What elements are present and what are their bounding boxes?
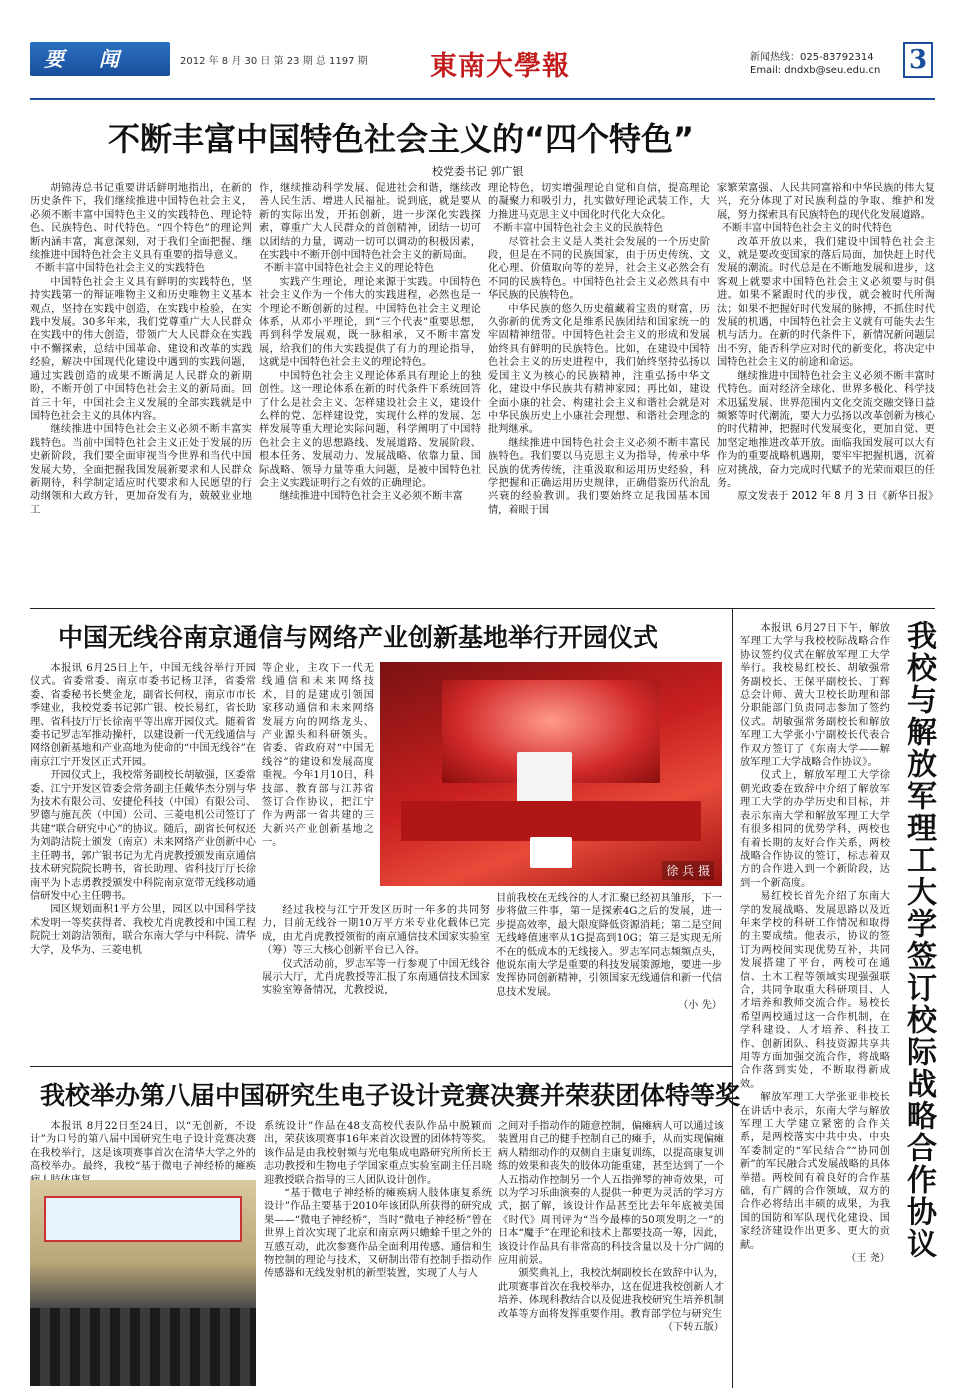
paragraph: 经过我校与江宁开发区历时一年多的共同努力，目前无线谷一期10万平方米专业化载体已完成，由尤肖虎教授领衔的南京通信技术国家实验室（筹）等三大核心创新平台已入谷。 [262, 905, 490, 957]
article2-col2b [262, 904, 490, 1064]
paragraph: 等企业，主攻下一代无线通信和未来网络技术，目的是建成引领国家移动通信和未来网络发展方向的网络龙头、产业源头和科研领头。省委、省政府对“中国无线谷”的建设和发展高度重视。今年1月10日，科技部、教育部与江苏省签订合作协议，把江宁作为两部一省共建的三大新兴产业创新基地之一。 [262, 663, 374, 849]
paper-name: 東南大學報 [430, 51, 570, 82]
news-hotline: 新闻热线：025-83792314 [750, 52, 874, 63]
article1-col3 [488, 182, 710, 602]
article1-col1 [30, 182, 252, 602]
paragraph: 系统设计”作品在48支高校代表队作品中脱颖而出，荣获该项赛事16年来首次设置的团体特等奖。该作品是由我校射频与光电集成电路研究所所长王志功教授和生物电子学国家重点实验室副主任吕晓迎教授联合指导的三人团队设计创作。 [264, 1121, 492, 1186]
paragraph: 之间对手指动作的随意控制，偏瘫病人可以通过该装置用自己的健手控制自己的瘫手，从而实现偏瘫病人精细动作的双侧自主康复训练，以提高康复训练的效果和丧失的肢体功能重建，甚至达到了一个人五指动作控制另一个人五指弹琴的神奇效果，可以为学习乐曲演奏的人提供一种更为灵活的学习方式，据了解，该设计作品甚至比去年年底被美国《时代》周刊评为“当今最棒的50项发明之一”的日本“魔手”在理论和技术上都要技高一筹，因此，该设计作品具有非常高的科技含量以及十分广阔的应用前景。 [498, 1121, 724, 1267]
paragraph: 作，继续推动科学发展、促进社会和谐，继续改善人民生活、增进人民福祉。说到底，就是要从新的实际出发，开拓创新，进一步深化实践探索，尊重广大人民群众的首创精神，团结一切可以团结的力量，调动一切可以调动的积极因素，在实践中不断开创中国特色社会主义的新局面。 [259, 183, 481, 262]
divider [30, 1066, 732, 1067]
article4-title: 我校与解放军理工大学签订校际战略合作协议 [901, 620, 936, 1260]
paragraph: 继续推进中国特色社会主义必须不断丰富实践特色。当前中国特色社会主义正处于发展的历史新阶段，我们要全面审视当今世界和当代中国发展大势，全面把握我国发展新要求和人民群众新期待，科学制定适应时代要求和人民愿望的行动纲领和大政方针，更加奋发有为，兢兢业业地工 [30, 424, 252, 516]
article3-col1 [30, 1120, 256, 1176]
article1-title: 不断丰富中国特色社会主义的“四个特色” [108, 120, 695, 158]
article2-col3 [496, 892, 722, 1062]
subheading: 不断丰富中国特色社会主义的实践特色 [35, 263, 205, 275]
subheading: 不断丰富中国特色社会主义的时代特色 [722, 223, 892, 235]
paragraph: 易红校长首先介绍了东南大学的发展战略、发展思路以及近年来学校的科研工作情况和取得的主要成绩。他表示，协议的签订为两校间实现优势互补，共同发展搭建了平台，两校可在通信、土木工程等领域实现强强联合，共同争取重大科研项目、人才培养和教师交流合作。易校长希望两校通过这一合作机制，在学科建设、人才培养、科技工作、创新团队、科技资源共享共用等方面加强交流合作，将战略合作落到实处，不断取得新成效。 [740, 891, 890, 1090]
contact-info [750, 51, 880, 77]
article2-title: 中国无线谷南京通信与网络产业创新基地举行开园仪式 [58, 623, 659, 652]
article2-col1 [30, 662, 256, 1062]
paragraph: 中国特色社会主义理论体系具有理论上的独创性。这一理论体系在新的时代条件下系统回答了什么是社会主义、怎样建设社会主义，建设什么样的党、怎样建设党，实现什么样的发展、怎样发展等重大理论实际问题，科学阐明了中国特色社会主义的思想路线、发展道路、发展阶段、根本任务、发展动力、发展战略、依靠力量、国际战略、领导力量等重大问题，是被中国特色社会主义实践证明行之有效的正确理论。 [259, 370, 481, 489]
paragraph: 本报讯 6月25日上午，中国无线谷举行开园仪式。省委常委、南京市委书记杨卫泽，省委常委、省委秘书长樊金龙，副省长何权，南京市市长季建业，我校党委书记郭广银、校长易红，省长助理、省科技厅厅长徐南平等出席开园仪式。随着省委书记罗志军推动操杆，以建设新一代无线通信与网络创新基地和产业高地为使命的“中国无线谷”在南京江宁开发区正式开园。 [30, 663, 256, 768]
subheading: 不断丰富中国特色社会主义的理论特色 [264, 263, 434, 275]
section-tag: 要 闻 [30, 42, 170, 76]
paragraph: 理论特色，切实增强理论自觉和自信，提高理论的凝聚力和吸引力，扎实做好理论武装工作，大力推进马克思主义中国化时代化大众化。 [488, 183, 710, 221]
paragraph: 开园仪式上，我校常务副校长胡敏强，区委常委、江宁开发区管委会常务副主任戴华杰分别与华为技术有限公司、安捷伦科技（中国）有限公司、罗德与施瓦茨（中国）公司、三菱电机公司签订了共建“联合研究中心”的协议。随后，副省长何权还为刘韵洁院士颁发（南京）未来网络产业创新中心主任聘书，郭广银书记为尤肖虎教授颁发南京通信技术研究院院长聘书，省长助理、省科技厅厅长徐南平为卜志勇教授颁发中科院南京宽带无线移动通信研发中心主任聘书。 [30, 770, 256, 902]
paragraph: 解放军理工大学张亚非校长在讲话中表示，东南大学与解放军理工大学建立紧密的合作关系，是两校落实中共中央、中央军委制定的“军民结合”“协同创新”的军民融合式发展战略的具体举措。两校间有着良好的合作基础，有广阔的合作领域，双方的合作必将结出丰硕的成果，为我国的国防和军队现代化建设、国家经济建设作出更多、更大的贡献。 [740, 1092, 890, 1251]
byline-signature: （小 先） [678, 1000, 722, 1012]
article3-title: 我校举办第八届中国研究生电子设计竞赛决赛并荣获团体特等奖 [40, 1081, 741, 1110]
paragraph: 继续推进中国特色社会主义必须不断丰富民族特色。我们要以马克思主义为指导，传承中华民族的优秀传统，注重汲取和运用历史经验，科学把握和正确运用历史规律，正确借鉴历代治乱兴衰的经验教训。我们要始终立足我国基本国情，着眼于国 [488, 437, 710, 516]
paragraph: 原文发表于 2012 年 8 月 3 日《新华日报》 [737, 491, 939, 503]
article3-col3 [498, 1120, 724, 1388]
paragraph: 继续推进中国特色社会主义必须不断丰富时代特色。面对经济全球化、世界多极化、科学技术迅猛发展、世界范围内文化交流交融交锋日益频繁等时代潮流，要大力弘扬以改革创新为核心的时代精神，把握时代发展变化，更加自觉、更加坚定地推进改革开放。面临我国发展可以大有作为的重要战略机遇期，要牢牢把握机遇，沉着应对挑战，奋力完成时代赋予的光荣而艰巨的任务。 [717, 370, 935, 489]
competition-banner [44, 1196, 243, 1241]
article4-body [740, 622, 890, 1388]
paragraph: 本报讯 8月22日至24日，以“无创新，不设计”为口号的第八届中国研究生电子设计竞赛决赛在我校举行，这是该项赛事首次在清华大学之外的高校举办。最终，我校“基于微电子神经桥的瘫痪 [30, 1121, 256, 1173]
stage-table [401, 801, 702, 841]
paragraph: 本报讯 6月27日下午，解放军理工大学与我校校际战略合作协议签约仪式在解放军理工大学举行。我校易红校长、胡敏强常务副校长、王保平副校长、丁辉总会计师、黄大卫校长助理和部分职能部门负责同志参加了签约仪式。胡敏强常务副校长和解放军理工大学张小宁副校长代表合作双方签订了《东南大学——解放军理工大学战略合作协议》。 [740, 623, 890, 769]
paragraph: 仪式上，解放军理工大学徐朝光政委在致辞中介绍了解放军理工大学的办学历史和目标，并表示东南大学和解放军理工大学有很多相同的优势学科，两校也有着长期的友好合作关系，两校战略合作协议的签订，标志着双方的合作进入到一个新阶段，达到一个新高度。 [740, 770, 890, 889]
paragraph: 仪式活动前，罗志军等一行参观了中国无线谷展示大厅，尤肖虎教授等汇报了东南通信技术国家实验室筹备情况，尤教授说， [262, 958, 490, 997]
article1-col2 [259, 182, 481, 602]
masthead-rule [30, 98, 935, 100]
paragraph: 实践产生理论，理论来源于实践。中国特色社会主义作为一个伟大的实践进程，必然也是一个理论不断创新的过程。中国特色社会主义理论体系，从邓小平理论，到“三个代表”重要思想，再到科学发展观，既一脉相承，又不断丰富发展，给我们的伟大实践提供了有力的理论指导，这就是中国特色社会主义的理论特色。 [259, 276, 481, 369]
article1-col4 [717, 182, 939, 602]
article1-byline: 校党委书记 郭广银 [432, 165, 524, 178]
paragraph: 中国特色社会主义具有鲜明的实践特色，坚持实践第一的辩证唯物主义和历史唯物主义基本观点，坚持在实践中创造，在实践中检验，在实践中发展。30多年来，我们党尊重广大人民群众在实践中的伟大创造，带领广大人民群众在实践中不懈探索，总结中国革命、建设和改革的实践经验，解决中国现代化建设中遇到的实践问题，通过实践创造的成果不断满足人民群众的新期盼，不断开创了中国特色社会主义的新局面。回首三十年，中国社会主义发展的全部实践就是中国特色社会主义的具体内容。 [30, 276, 252, 422]
paragraph: 继续推进中国特色社会主义必须不断丰富 [279, 491, 463, 503]
ceremony-photo [380, 662, 722, 886]
paragraph: 中华民族的悠久历史蕴藏着宝贵的财富，历久弥新的优秀文化是维系民族团结和国家统一的牢固精神纽带。中国特色社会主义的形成和发展始终具有鲜明的民族特色。比如，在建设中国特色社会主义的历史进程中，我们始终坚持弘扬以爱国主义为核心的民族精神，注重弘扬中华文化，建设中华民族共有精神家园；再比如，建设全面小康的社会、构建社会主义和谐社会就是对中华民族历史上小康社会理想、和谐社会理念的批判继承。 [488, 303, 710, 436]
email: Email: dndxb@seu.edu.cn [750, 65, 881, 76]
byline-signature: （王 尧） [846, 1253, 890, 1265]
article2-col2a [262, 662, 374, 902]
subheading: 不断丰富中国特色社会主义的民族特色 [493, 223, 663, 235]
paragraph: 家繁荣富强、人民共同富裕和中华民族的伟大复兴，充分体现了对民族利益的争取、维护和发展，努力探索具有民族特色的现代化发展道路。 [717, 183, 935, 221]
masthead [30, 42, 935, 98]
paragraph: 改革开放以来，我们建设中国特色社会主义，就是要改变国家的落后局面，加快赶上时代发展的潮流。时代总是在不断地发展和进步，这客观上就要求中国特色社会主义必须要与时俱进。如果不紧跟时代的步伐，就会被时代所淘汰；如果不把握好时代发展的脉搏，不抓住时代发展的机遇，中国特色社会主义就有可能失去生机与活力。在新的时代条件下，新情况新问题层出不穷，能否科学应对时代的新变化，将决定中国特色社会主义的前途和命运。 [717, 236, 935, 369]
paragraph: 胡锦涛总书记重要讲话鲜明地指出，在新的历史条件下，我们继续推进中国特色社会主义，必须不断丰富中国特色主义的实践特色、理论特色、民族特色、时代特色。“四个特色”的理论判断内涵丰富，寓意深刻，对于我们全面把握、继续推进中国特色社会主义具有重要的指导意义。 [30, 183, 252, 262]
audience [30, 1308, 256, 1386]
divider [732, 608, 733, 1388]
paragraph: 尽管社会主义是人类社会发展的一个历史阶段，但是在不同的民族国家，由于历史传统、文化心理、价值取向等的差异，社会主义必然会有不同的民族特色。中国特色社会主义必然具有中华民族的民族特色。 [488, 236, 710, 302]
paragraph: “基于微电子神经桥的瘫痪病人肢体康复系统设计”作品主要基于2010年该团队所获得的研究成果——“微电子神经桥”，当时“微电子神经桥”曾在世界上首次实现了北京和南京两只蟾蜍千里之外的互感互动，此次参赛作品全面利用传感、通信和生物控制的理论与技术，又研制出带有控制手指动作传感器和无线发射机的新型装置，实现了人与人 [264, 1188, 492, 1280]
paragraph: 园区规划面积1平方公里，园区以中国科学技术发明一等奖获得者、我校尤肖虎教授和中国工程院院士刘韵洁领衔，联合东南大学与中科院、清华大学，及华为、三菱电机 [30, 904, 256, 956]
issue-line: 2012 年 8 月 30 日 第 23 期 总 1197 期 [180, 56, 368, 67]
cnv-logo [530, 837, 571, 868]
photo-credit: 徐 兵 摄 [662, 861, 714, 880]
paragraph: （下转五版） [662, 1322, 724, 1334]
paragraph: 目前我校在无线谷的人才汇聚已经初具雏形，下一步将做三件事，第一是探索4G之后的发展，进一步提高效率，最大限度降低资源消耗；第二是空间无线峰值速率从1G提高到10G；第三是实现无所不在的低成本的无线接入。罗志军同志频频点头，他说东南大学是重要的科技发展策源地，要进一步发挥协同创新精神，引领国家无线通信和新一代信息技术发展。 [496, 893, 722, 998]
page-number: 3 [903, 42, 933, 78]
article3-col2 [264, 1120, 492, 1388]
divider [30, 608, 935, 609]
paragraph: 颁奖典礼上，我校沈炯副校长在致辞中认为，此项赛事首次在我校举办，这在促进我校创新人才培养、体现科教结合以及促进我校研究生培养机制改革等方面将发挥重要作用。教育部学位与研究生 [498, 1268, 724, 1320]
competition-photo [30, 1180, 256, 1386]
